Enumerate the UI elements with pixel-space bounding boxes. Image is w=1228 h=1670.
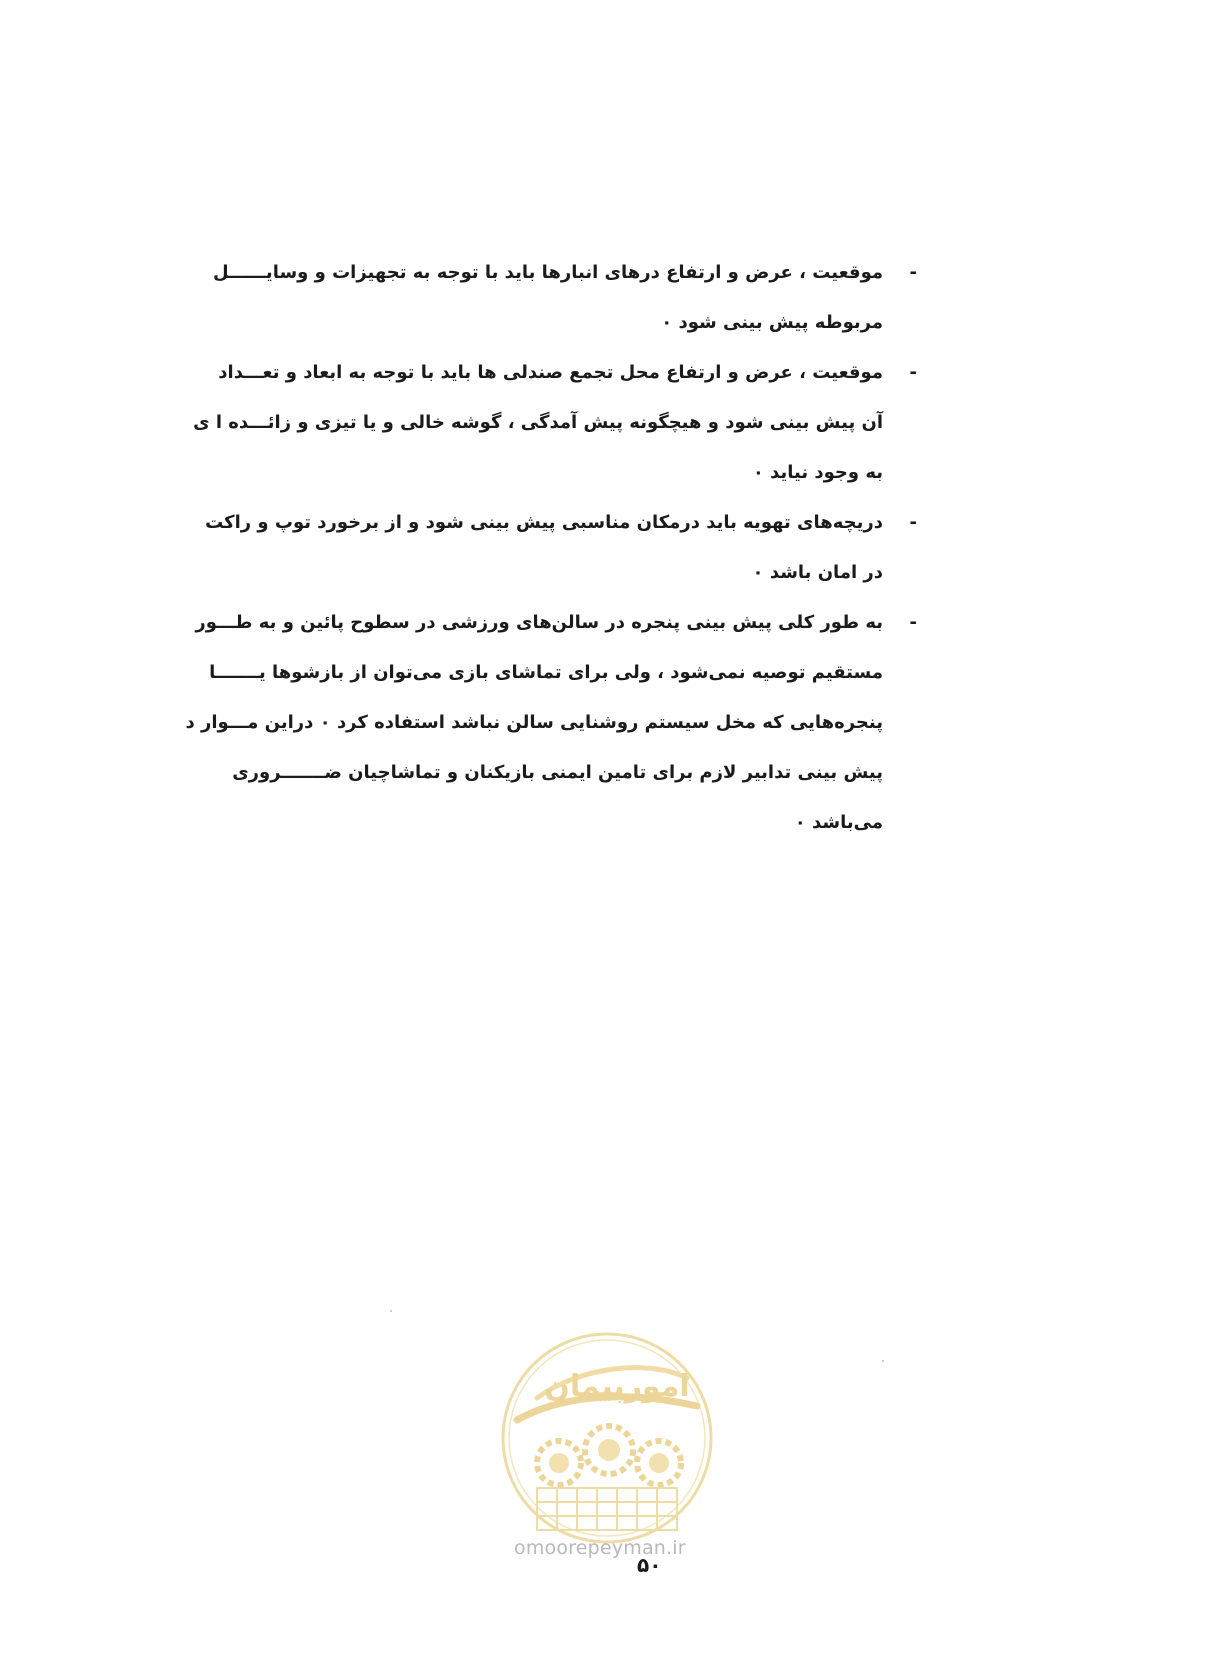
list-item-line: می‌باشد ٠ [794,812,883,833]
page-number: ۵٠ [637,1553,662,1577]
list-item [185,598,917,848]
scan-speck [390,1310,392,1312]
bullet-marker: - [909,362,917,383]
list-item-line: آن پیش بینی شود و هیچگونه پیش آمدگی ، گوشه خالی و یا تیزی و زائـــده ا ی [193,412,883,433]
watermark-seal-logo [497,1328,717,1548]
watermark-logo-text: امورپیمان [544,1369,690,1404]
bullet-marker: - [909,612,917,633]
list-item-line: به طور کلی پیش بینی پنجره در سالن‌های ورزشی در سطوح پائین و به طـــور [195,612,883,633]
list-item [193,348,917,498]
list-item-line: موقعیت ، عرض و ارتفاع درهای انبارها باید با توجه به تجهیزات و وسایــــــل [212,262,883,283]
bullet-marker: - [909,262,917,283]
list-item-line: به وجود نیاید ٠ [752,462,883,483]
list-item-line: پنجره‌هایی که مخل سیستم روشنایی سالن نباشد استفاده کرد ٠ دراین مـــوار د [185,712,883,733]
bullet-marker: - [909,512,917,533]
list-item-line: موقعیت ، عرض و ارتفاع محل تجمع صندلی ها باید با توجه به ابعاد و تعـــداد [218,362,883,383]
list-item-line: مربوطه پیش بینی شود ٠ [661,312,883,333]
list-item-line: مستقیم توصیه نمی‌شود ، ولی برای تماشای بازی می‌توان از بازشوها یـــــــا [209,662,883,683]
list-item [213,248,917,348]
watermark-url: omoorepeyman.ir [514,1537,686,1559]
bullet-list [185,248,917,848]
list-item-line: در امان باشد ٠ [752,562,883,583]
list-item [205,498,917,598]
list-item-line: پیش بینی تدابیر لازم برای تامین ایمنی بازیکنان و تماشاچیان ضـــــــروری [232,762,883,783]
scan-speck [882,1360,884,1362]
list-item-line: دریچه‌های تهویه باید درمکان مناسبی پیش بینی شود و از برخورد توپ و راکت [205,512,883,533]
